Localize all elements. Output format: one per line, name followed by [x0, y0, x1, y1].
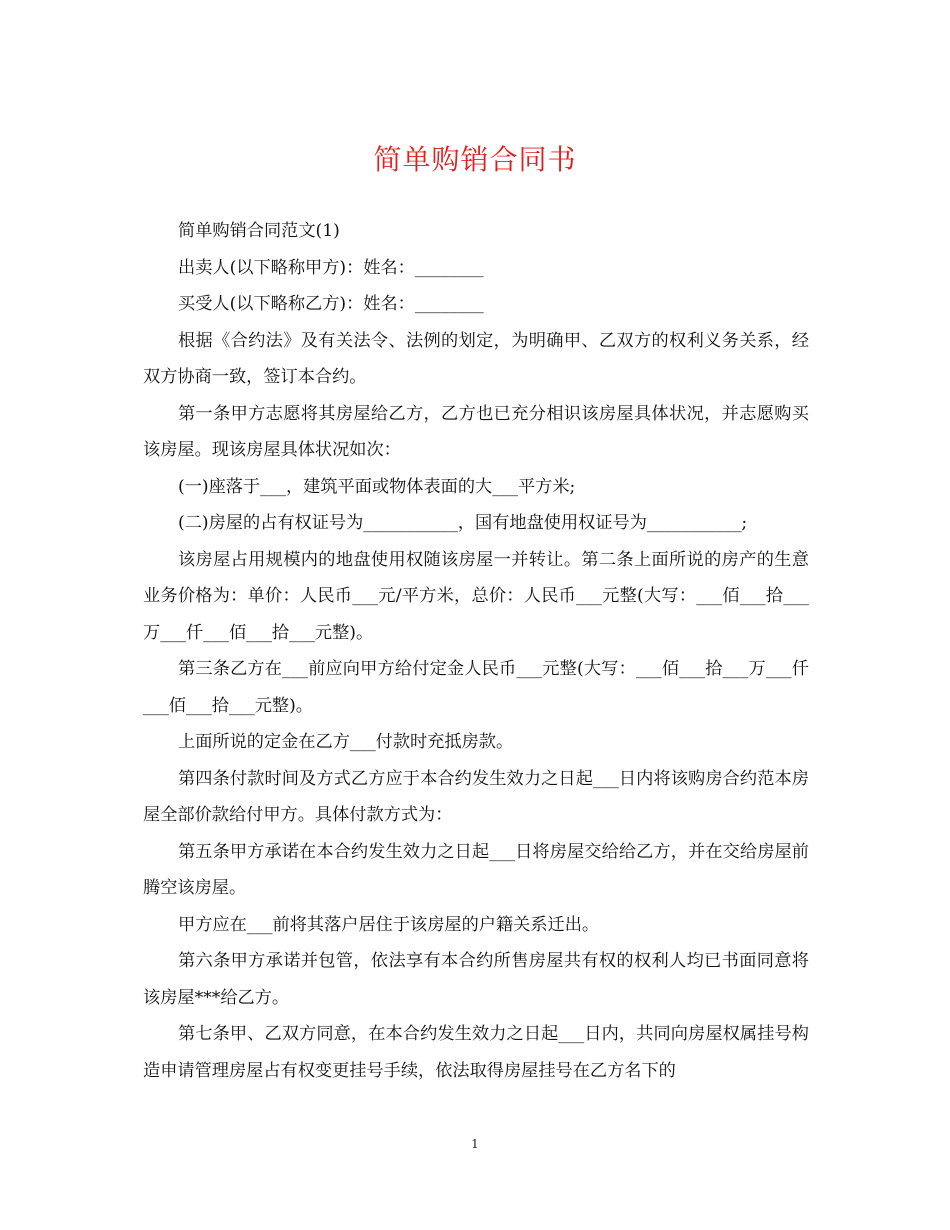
paragraph-article-7: 第七条甲、乙双方同意，在本合约发生效力之日起___日内，共同向房屋权属挂号构造申请管理房屋占有权变更挂号手续，依法取得房屋挂号在乙方名下的 [143, 1024, 809, 1081]
paragraph-article-5: 第五条甲方承诺在本合约发生效力之日起___日将房屋交给给乙方，并在交给房屋前腾空该房屋。 [143, 841, 809, 898]
paragraph-preamble: 根据《合约法》及有关法令、法例的划定，为明确甲、乙双方的权利义务关系，经双方协商一致，签订本合约。 [143, 330, 809, 387]
page-number: 1 [471, 1137, 479, 1151]
paragraph-seller: 出卖人(以下略称甲方)：姓名：________ [178, 257, 484, 278]
paragraph-article-2: 该房屋占用规模内的地盘使用权随该房屋一并转让。第二条上面所说的房产的生意业务价格为：单价：人民币___元/平方米，总价：人民币___元整(大写：___佰___拾___万___仟___佰___拾___元整)。 [143, 549, 809, 643]
paragraph-item-2: (二)房屋的占有权证号为___________，国有地盘使用权证号为___________; [178, 513, 748, 533]
paragraph-article-4: 第四条付款时间及方式乙方应于本合约发生效力之日起___日内将该购房合约范本房屋全部价款给付甲方。具体付款方式为： [143, 768, 809, 825]
paragraph-subtitle: 简单购销合同范文(1) [178, 221, 340, 241]
paragraph-buyer: 买受人(以下略称乙方)：姓名：________ [178, 294, 484, 314]
paragraph-article-3: 第三条乙方在___前应向甲方给付定金人民币___元整(大写：___佰___拾___万___仟___佰___拾___元整)。 [143, 659, 809, 716]
paragraph-item-1: (一)座落于___，建筑平面或物体表面的大___平方米; [178, 476, 576, 497]
paragraph-article-1: 第一条甲方志愿将其房屋给乙方，乙方也已充分相识该房屋具体状况，并志愿购买该房屋。现该房屋具体状况如次： [143, 403, 809, 460]
document-body [143, 213, 809, 1089]
paragraph-household: 甲方应在___前将其落户居住于该房屋的户籍关系迁出。 [178, 914, 600, 935]
paragraph-deposit: 上面所说的定金在乙方___付款时充抵房款。 [178, 732, 514, 752]
paragraph-article-6: 第六条甲方承诺并包管，依法享有本合约所售房屋共有权的权利人均已书面同意将该房屋***给乙方。 [143, 951, 809, 1008]
document-title: 简单购销合同书 [373, 143, 577, 176]
